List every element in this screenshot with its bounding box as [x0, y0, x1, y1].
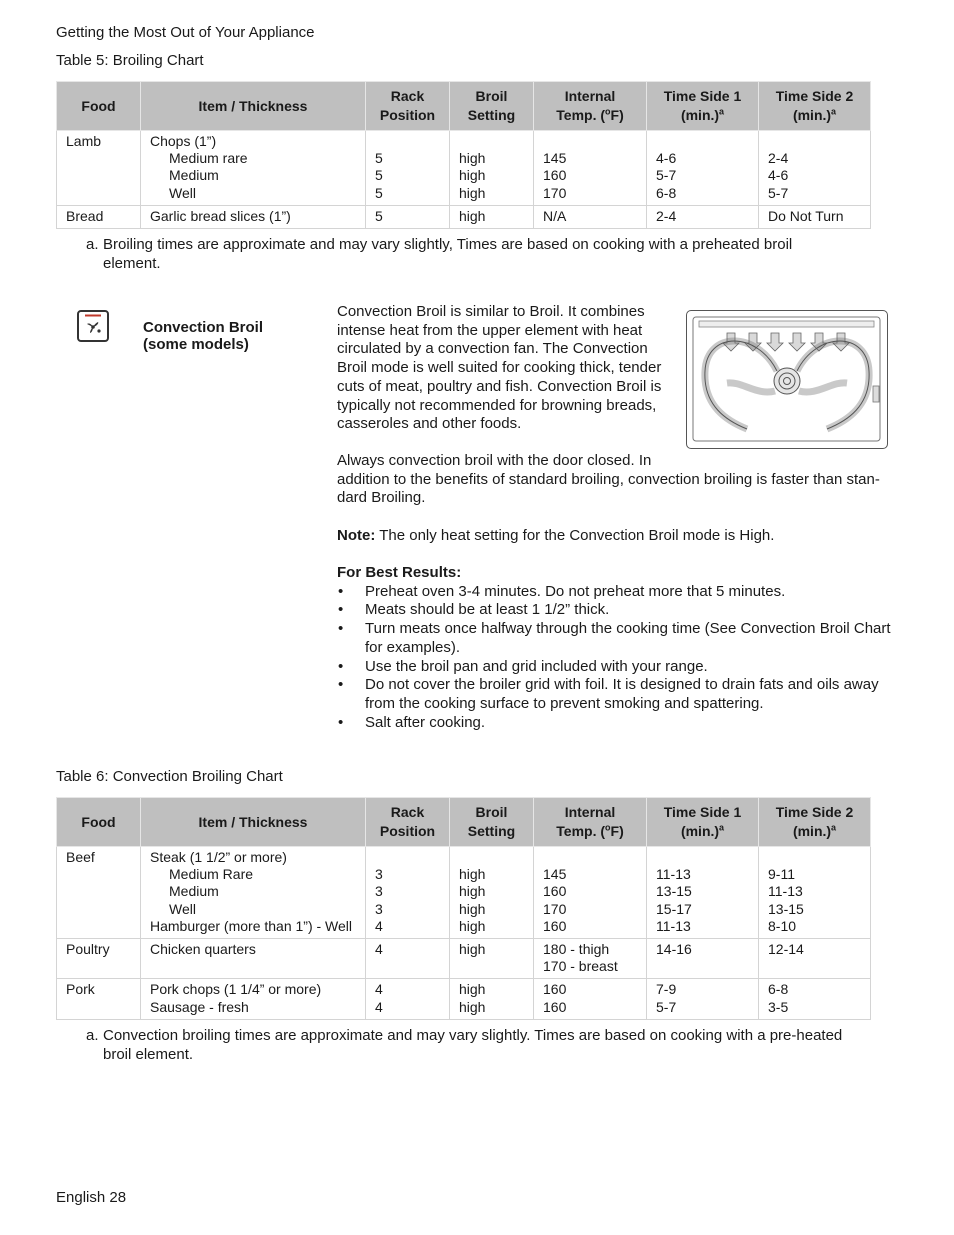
best-results-list: [337, 583, 899, 733]
cell-food: Bread: [57, 205, 141, 228]
table5-caption: Table 5: Broiling Chart: [56, 52, 204, 69]
cell-temp: 145 160 170: [534, 131, 647, 206]
broiling-chart-table: [56, 81, 871, 229]
cell-time1: 2-4: [647, 205, 759, 228]
cell-item: Steak (1 1/2” or more) Medium Rare Medium Well Hamburger (more than 1”) - Well: [141, 847, 366, 939]
col-food: Food: [57, 798, 141, 847]
col-temp: Internal Temp. ($^o$F): [534, 82, 647, 131]
cell-rack: 4: [366, 939, 450, 979]
page-header: Getting the Most Out of Your Appliance: [56, 24, 315, 41]
cell-food: Poultry: [57, 939, 141, 979]
list-item: • Meats should be at least 1 1/2” thick.: [338, 601, 610, 619]
cell-food: Lamb: [57, 131, 141, 206]
col-item: Item / Thickness: [141, 798, 366, 847]
cell-temp: 180 - thigh 170 - breast: [534, 939, 647, 979]
intro-paragraph: Convection Broil is similar to Broil. It combines intense heat from the upper element with heat circulated by a convection fan. The Convection Broil mode is well suited for cooking thick, tender cuts of meat, poultry and fish. Convection Broil is typically not recommended for browning breads, casseroles and other foods.: [337, 303, 662, 433]
cell-broil: high: [450, 939, 534, 979]
note-paragraph: Note: The only heat setting for the Convection Broil mode is High.: [337, 527, 775, 544]
list-item: • Do not cover the broiler grid with foil. It is designed to drain fats and oils away from the cooking surface to prevent smoking and spattering.: [338, 676, 879, 712]
cell-time1: 11-13 13-15 15-17 11-13: [647, 847, 759, 939]
cell-item: Chicken quarters: [141, 939, 366, 979]
list-item: • Preheat oven 3-4 minutes. Do not preheat more that 5 minutes.: [338, 582, 786, 600]
table-row: [57, 205, 871, 228]
col-time1: Time Side 1 $(\min.)^a$: [647, 82, 759, 131]
cell-item: Pork chops (1 1/4” or more) Sausage - fresh: [141, 979, 366, 1019]
cell-broil: high high high: [450, 131, 534, 206]
col-time2: Time Side 2 $(\min.)^a$: [759, 82, 871, 131]
cell-item: Chops (1”) Medium rare Medium Well: [141, 131, 366, 206]
convection-oven-diagram: [686, 310, 888, 449]
best-results-heading: For Best Results:: [337, 564, 462, 581]
best-results: [337, 564, 899, 732]
table-row: [57, 847, 871, 939]
col-rack: Rack Position: [366, 798, 450, 847]
cell-time1: 7-9 5-7: [647, 979, 759, 1019]
cell-rack: 5: [366, 205, 450, 228]
table5-footnote: a. Broiling times are approximate and may vary slightly, Times are based on cooking with a preheated broil element.: [86, 236, 793, 272]
cell-time2: 12-14: [759, 939, 871, 979]
convection-broil-icon: [77, 310, 109, 342]
cell-time2: Do Not Turn: [759, 205, 871, 228]
table-row: [57, 939, 871, 979]
cell-time2: 2-4 4-6 5-7: [759, 131, 871, 206]
cell-temp: N/A: [534, 205, 647, 228]
col-temp: Internal Temp. ($^o$F): [534, 798, 647, 847]
cell-food: Pork: [57, 979, 141, 1019]
col-rack: Rack Position: [366, 82, 450, 131]
cell-item: Garlic bread slices (1”): [141, 205, 366, 228]
col-time2: Time Side 2 $(\min.)^a$: [759, 798, 871, 847]
col-item: Item / Thickness: [141, 82, 366, 131]
cell-time2: 9-11 11-13 13-15 8-10: [759, 847, 871, 939]
cell-temp: 160 160: [534, 979, 647, 1019]
table6-footnote: a. Convection broiling times are approximate and may vary slightly. Times are based on cooking with a pre-heated broil element.: [86, 1027, 843, 1063]
table-header-row: [57, 82, 871, 131]
convection-broiling-chart-table: [56, 797, 871, 1020]
list-item: • Turn meats once halfway through the cooking time (See Convection Broil Chart for examples).: [338, 620, 891, 656]
list-item: • Use the broil pan and grid included with your range.: [338, 657, 708, 675]
cell-broil: high: [450, 205, 534, 228]
list-item: • Salt after cooking.: [338, 713, 486, 731]
section-heading: Convection Broil (some models): [143, 319, 264, 353]
cell-broil: high high high high: [450, 847, 534, 939]
table-header-row: [57, 798, 871, 847]
door-paragraph: Always convection broil with the door closed. In addition to the benefits of standard broiling, convection broiling is faster than stan-dard Broiling.: [337, 452, 880, 507]
table6-caption: Table 6: Convection Broiling Chart: [56, 768, 283, 785]
col-time1: Time Side 1 $(\min.)^a$: [647, 798, 759, 847]
cell-broil: high high: [450, 979, 534, 1019]
cell-rack: 3 3 3 4: [366, 847, 450, 939]
table-row: [57, 979, 871, 1019]
cell-temp: 145 160 170 160: [534, 847, 647, 939]
cell-rack: 5 5 5: [366, 131, 450, 206]
col-broil: Broil Setting: [450, 798, 534, 847]
col-food: Food: [57, 82, 141, 131]
page-footer: English 28: [56, 1189, 127, 1206]
cell-time1: 14-16: [647, 939, 759, 979]
cell-rack: 4 4: [366, 979, 450, 1019]
cell-time1: 4-6 5-7 6-8: [647, 131, 759, 206]
note-label: Note:: [337, 527, 376, 544]
col-broil: Broil Setting: [450, 82, 534, 131]
cell-time2: 6-8 3-5: [759, 979, 871, 1019]
cell-food: Beef: [57, 847, 141, 939]
table-row: [57, 131, 871, 206]
